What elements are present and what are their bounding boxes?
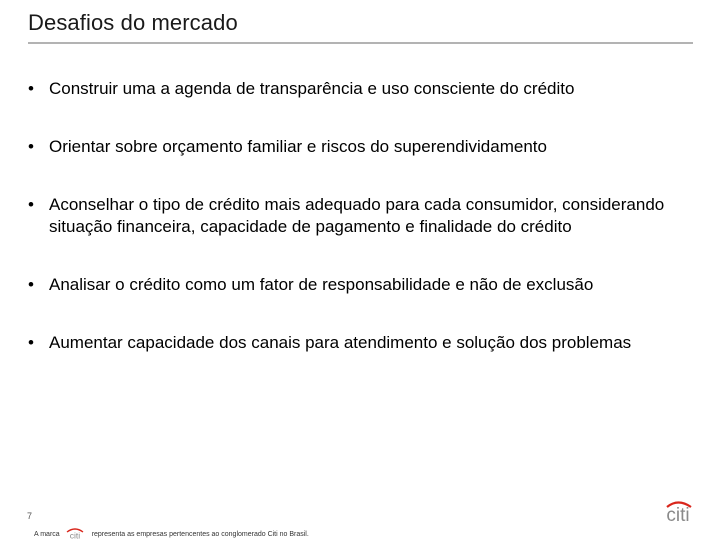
bullet-item <box>28 332 698 354</box>
slide-title: Desafios do mercado <box>28 10 238 35</box>
page-number: 7 <box>27 511 33 521</box>
bullet-text: Analisar o crédito como um fator de responsabilidade e não de exclusão <box>49 275 594 294</box>
bullet-marker: • <box>28 275 34 294</box>
bullet-item <box>28 78 698 100</box>
citi-logo-icon <box>660 498 696 529</box>
bullet-marker: • <box>28 333 34 352</box>
bullet-item <box>28 194 698 238</box>
footer-disclaimer <box>34 527 309 541</box>
bullet-marker: • <box>28 137 34 156</box>
bullet-text: Aumentar capacidade dos canais para atendimento e solução dos problemas <box>49 333 632 352</box>
footer-prefix: A marca <box>34 530 60 538</box>
bullet-text: Orientar sobre orçamento familiar e riscos do superendividamento <box>49 137 547 156</box>
bullet-item <box>28 136 698 158</box>
bullet-marker: • <box>28 195 34 214</box>
bullet-list <box>28 78 698 354</box>
bullet-item <box>28 274 698 296</box>
citi-logo-small-text: citi <box>69 530 80 539</box>
bullet-text: Construir uma a agenda de transparência e uso consciente do crédito <box>49 79 575 98</box>
footer-suffix: representa as empresas pertencentes ao conglomerado Citi no Brasil. <box>91 530 309 538</box>
citi-logo-text: citi <box>666 505 690 524</box>
title-divider <box>28 42 693 44</box>
citi-logo-small-icon <box>64 527 86 541</box>
bullet-text: Aconselhar o tipo de crédito mais adequado para cada consumidor, considerando situação financeira, capacidade de pagamento e finalidade do crédito <box>49 195 665 236</box>
bullet-marker: • <box>28 79 34 98</box>
